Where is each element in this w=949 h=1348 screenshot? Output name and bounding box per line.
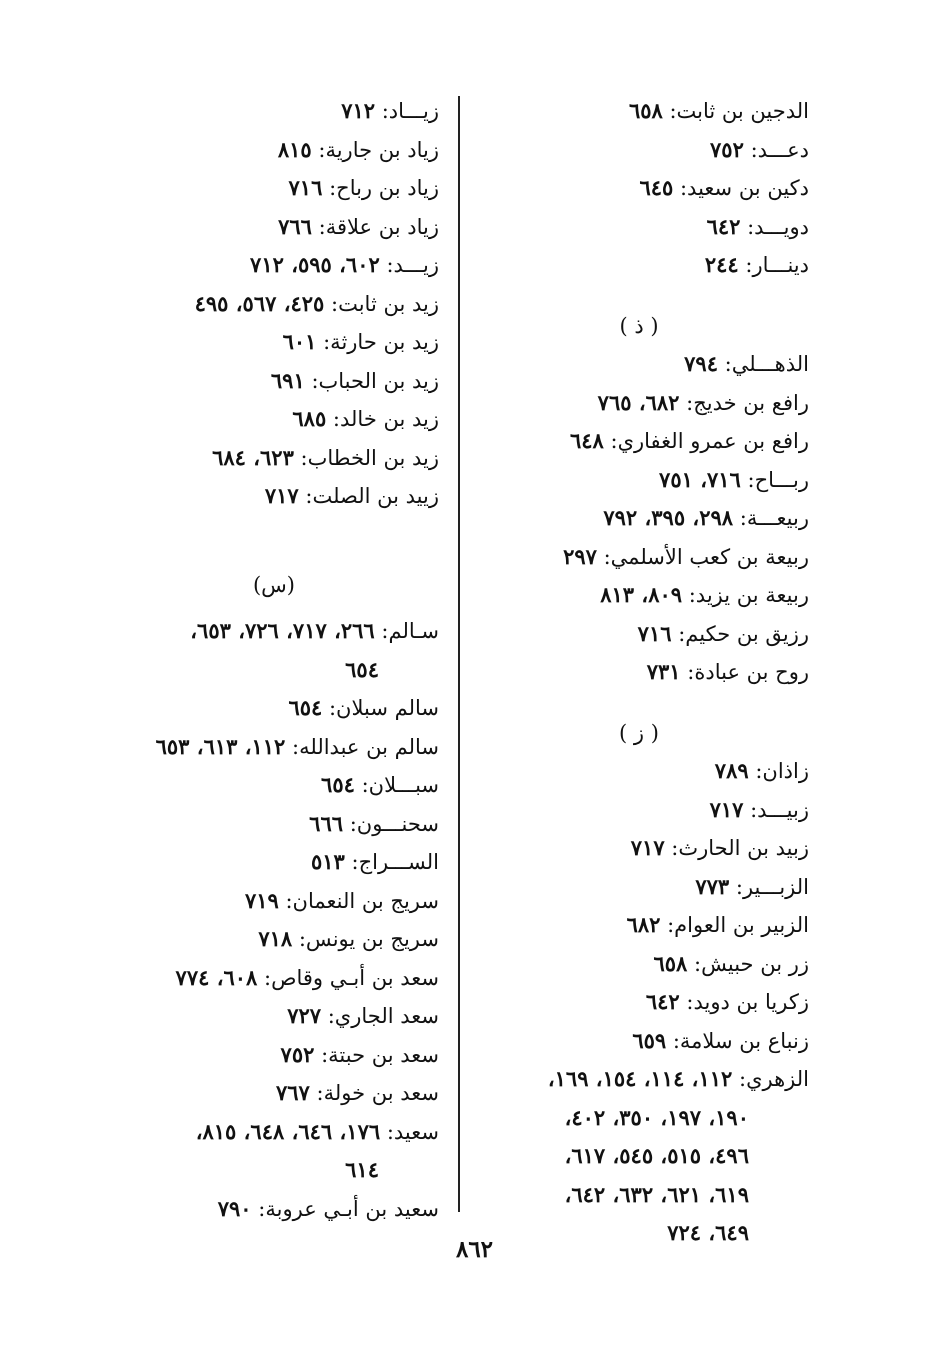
entry-name: الزهري: (739, 1067, 809, 1091)
entries-group-dal (469, 92, 809, 285)
entry-pages: ١٧٦، ٦٤٦، ٦٤٨، ٨١٥، (195, 1118, 381, 1144)
entry-pages: ٧٦٧ (275, 1080, 310, 1105)
index-entry (469, 906, 809, 945)
index-entry (469, 791, 809, 830)
right-column (469, 92, 809, 1253)
index-entry (109, 131, 439, 170)
entry-pages: ٦٨٢ (626, 912, 661, 937)
entry-pages-continued: ٦١٤ (345, 1157, 379, 1182)
index-entry (469, 538, 809, 577)
entry-pages: ٧٥٢ (710, 136, 744, 162)
index-entry (109, 285, 439, 324)
index-entry (109, 843, 439, 882)
entry-pages: ٦٥٨ (653, 950, 688, 976)
index-entry (469, 131, 809, 170)
entry-pages: ٧٩٤ (684, 351, 718, 376)
entry-pages: ٨١٥ (277, 136, 312, 162)
index-entry (109, 400, 439, 439)
entry-pages: ٧٦٦ (278, 213, 312, 239)
entry-name: دعـــد: (750, 137, 809, 162)
index-entry (109, 920, 439, 959)
entry-name: زنباع بن سلامة: (672, 1028, 809, 1053)
entry-pages: ٧١٦، ٧٥١ (659, 466, 741, 492)
entry-name: زياد بن علاقة: (318, 214, 439, 239)
entry-pages-continued: ٤٩٦، ٥١٥، ٥٤٥، ٦١٧، (564, 1143, 749, 1168)
index-entry (109, 439, 439, 478)
entry-name: زبيد بن الحارث: (671, 836, 809, 860)
entry-name: الذهـــلي: (724, 352, 809, 376)
index-entry (109, 477, 439, 516)
index-entry (469, 1022, 809, 1061)
index-entry (109, 766, 439, 805)
entry-pages: ٦٤٢ (706, 213, 741, 239)
entry-pages: ٨٠٩، ٨١٣ (600, 582, 683, 607)
entry-name: دكين بن سعيد: (679, 176, 809, 200)
entry-pages: ٧٢٧ (287, 1003, 322, 1028)
entry-pages: ٦٤٥ (639, 175, 674, 200)
index-entry (109, 208, 439, 247)
entry-name: دينـــار: (745, 253, 809, 277)
entry-pages: ٦٨٢، ٧٦٥ (597, 389, 680, 415)
spacer (469, 285, 809, 307)
entry-pages: ٧١٨ (258, 926, 293, 951)
entry-name: زياد بن رباح: (329, 176, 439, 200)
entry-pages: ١١٢، ٦١٣، ٦٥٣ (155, 733, 286, 759)
index-entry (469, 615, 809, 654)
entry-pages: ٦٢٣، ٦٨٤ (212, 444, 294, 470)
entries-group-sin (109, 689, 439, 1113)
entry-pages: ٥١٣ (310, 849, 345, 874)
entry-name: زر بن حبيش: (694, 951, 809, 976)
index-entry (109, 246, 439, 285)
index-entry (469, 208, 809, 247)
entry-pages: ٦٥٤ (288, 695, 323, 720)
entry-name: رزيق بن حكيم: (678, 621, 809, 646)
entry-pages: ٧٨٩ (714, 758, 749, 783)
index-entry (469, 829, 809, 868)
spacer (109, 516, 439, 566)
entry-name: رافع بن خديج: (686, 390, 809, 415)
entry-pages: ٦٤٨ (569, 428, 604, 453)
entry-pages: ٢٩٧ (563, 543, 597, 569)
entry-name: سالم بن عبدالله: (292, 734, 439, 759)
index-entry (109, 169, 439, 208)
entry-pages: ٧٣١ (646, 659, 681, 684)
entry-name: رافع بن عمرو الغفاري: (610, 429, 809, 453)
index-entry (469, 461, 809, 500)
entry-name: سعد بن حبتة: (321, 1042, 439, 1067)
entry-name: سبـــلان: (361, 773, 439, 797)
entry-name: زيد بن خالد: (332, 407, 439, 431)
entry-pages: ٦٥٩ (632, 1027, 667, 1053)
entry-pages: ٧١٩ (244, 887, 279, 913)
entry-pages: ٧١٦ (637, 620, 672, 646)
index-entry (469, 499, 809, 538)
entry-pages: ٦٤٢ (645, 989, 680, 1014)
entry-pages-continued: ٦٤٩، ٧٢٤ (667, 1220, 749, 1245)
entry-name: ربيعة بن كعب الأسلمي: (603, 544, 809, 569)
index-entry (469, 92, 809, 131)
entry-name: سعد بن خولة: (316, 1081, 439, 1105)
entry-name: زياد بن جارية: (318, 137, 439, 162)
index-entry (109, 362, 439, 401)
entries-group-dhal-ra (469, 345, 809, 692)
index-entry (469, 653, 809, 692)
entry-name: ربيعة بن يزيد: (688, 583, 809, 607)
entry-name: الزبير بن العوام: (667, 913, 809, 937)
entry-pages-continued: ١٩٠، ١٩٧، ٣٥٠، ٤٠٢، (564, 1104, 749, 1130)
entries-group-zay (469, 752, 809, 1060)
entry-name: زيـــاد: (381, 99, 439, 123)
index-entry (469, 945, 809, 984)
entry-pages: ٧١٧ (630, 835, 665, 860)
entry-name: زبيـــد: (750, 797, 809, 822)
entry-pages: ٤٢٥، ٥٦٧، ٤٩٥ (194, 290, 325, 316)
page-number: ٨٦٢ (455, 1236, 494, 1263)
entry-pages: ٦٠٢، ٥٩٥، ٧١٢ (250, 252, 380, 277)
index-entry (109, 1190, 439, 1229)
entry-name: سعد الجاري: (327, 1004, 439, 1028)
index-entry (109, 323, 439, 362)
entry-name: سحنـــون: (349, 811, 439, 836)
entry-pages: ٦٠٨، ٧٧٤ (175, 964, 258, 990)
index-entry (469, 246, 809, 285)
index-entry (469, 422, 809, 461)
entry-pages: ٢٩٨، ٣٩٥، ٧٩٢ (603, 505, 734, 530)
section-heading-sin: (س) (252, 572, 296, 597)
entry-pages: ٦٥٨ (628, 98, 663, 123)
left-column (109, 92, 439, 1228)
entry-name: الســـراج: (351, 850, 439, 874)
entry-pages: ١١٢، ١١٤، ١٥٤، ١٦٩، (547, 1066, 733, 1091)
entry-name: ربـــاح: (747, 467, 809, 492)
entry-pages: ٦٥٤ (321, 772, 355, 797)
index-entry-saeed (109, 1113, 439, 1152)
entry-name: زيد بن الحباب: (311, 368, 439, 393)
spacer (109, 604, 439, 612)
entries-group-zay-continued (109, 92, 439, 516)
entry-name: سريج بن يونس: (298, 927, 439, 951)
entry-name: زاذان: (755, 759, 809, 783)
entry-pages: ٧١٧ (709, 796, 744, 822)
index-entry (109, 728, 439, 767)
index-entry (109, 689, 439, 728)
index-entry (109, 997, 439, 1036)
index-entry (469, 868, 809, 907)
column-divider (458, 96, 460, 1212)
entry-pages: ٧١٦ (288, 175, 323, 200)
entry-pages: ٧٧٣ (695, 873, 730, 899)
entry-name: زيـــد: (386, 253, 439, 277)
spacer (469, 692, 809, 714)
entry-name: سعيد: (386, 1119, 439, 1144)
entry-name: الدجين بن ثابت: (669, 99, 809, 123)
index-entry (469, 169, 809, 208)
section-heading-zay: ( ز ) (619, 720, 659, 745)
entry-name: ربيعـــة: (739, 506, 809, 530)
entry-name: الزبـــير: (735, 874, 809, 899)
index-entry (469, 752, 809, 791)
entry-name: زكريا بن دويد: (686, 990, 809, 1014)
entry-name: سعد بن أبـي وقاص: (264, 965, 439, 990)
entry-name: روح بن عبادة: (687, 660, 809, 684)
entry-pages: ٦٩١ (270, 367, 305, 393)
section-heading-dhal: ( ذ ) (619, 313, 659, 338)
entry-name: سالم سبلان: (328, 696, 439, 720)
entry-name: سريج بن النعمان: (285, 888, 439, 913)
entry-pages: ٧١٢ (341, 98, 376, 123)
entry-name: زيد بن الخطاب: (300, 445, 439, 470)
entry-pages: ٧٥٢ (280, 1041, 315, 1067)
index-entry (109, 959, 439, 998)
index-entry (109, 882, 439, 921)
index-entry (469, 345, 809, 384)
entry-pages: ٧٩٠ (217, 1195, 252, 1221)
entry-name: زييد بن الصلت: (305, 484, 439, 508)
entry-name: زيد بن ثابت: (331, 291, 439, 316)
entry-name: سعيد بن أبـي عروبة: (258, 1196, 439, 1221)
entry-pages-continued: ٦١٩، ٦٢١، ٦٣٢، ٦٤٢، (564, 1181, 749, 1207)
entry-name: دويـــد: (747, 214, 809, 239)
entry-pages: ٢٦٦، ٧١٧، ٧٢٦، ٦٥٣، (190, 618, 375, 643)
index-entry (109, 1036, 439, 1075)
index-entry (469, 384, 809, 423)
entry-pages: ٦٨٥ (292, 406, 327, 431)
index-entry-zuhri (469, 1060, 809, 1099)
entry-pages: ٢٤٤ (704, 252, 739, 277)
entry-pages: ٦٠١ (282, 329, 317, 354)
entry-pages-continued: ٦٥٤ (345, 656, 379, 682)
entry-pages: ٧١٧ (264, 483, 299, 508)
index-entry (109, 1074, 439, 1113)
index-entry (469, 576, 809, 615)
index-entry (109, 805, 439, 844)
entry-name: زيد بن حارثة: (323, 330, 439, 354)
entry-name: سـالم: (381, 619, 439, 643)
index-entry-salim (109, 612, 439, 651)
index-entry (109, 92, 439, 131)
index-entry (469, 983, 809, 1022)
entry-pages: ٦٦٦ (309, 810, 344, 836)
